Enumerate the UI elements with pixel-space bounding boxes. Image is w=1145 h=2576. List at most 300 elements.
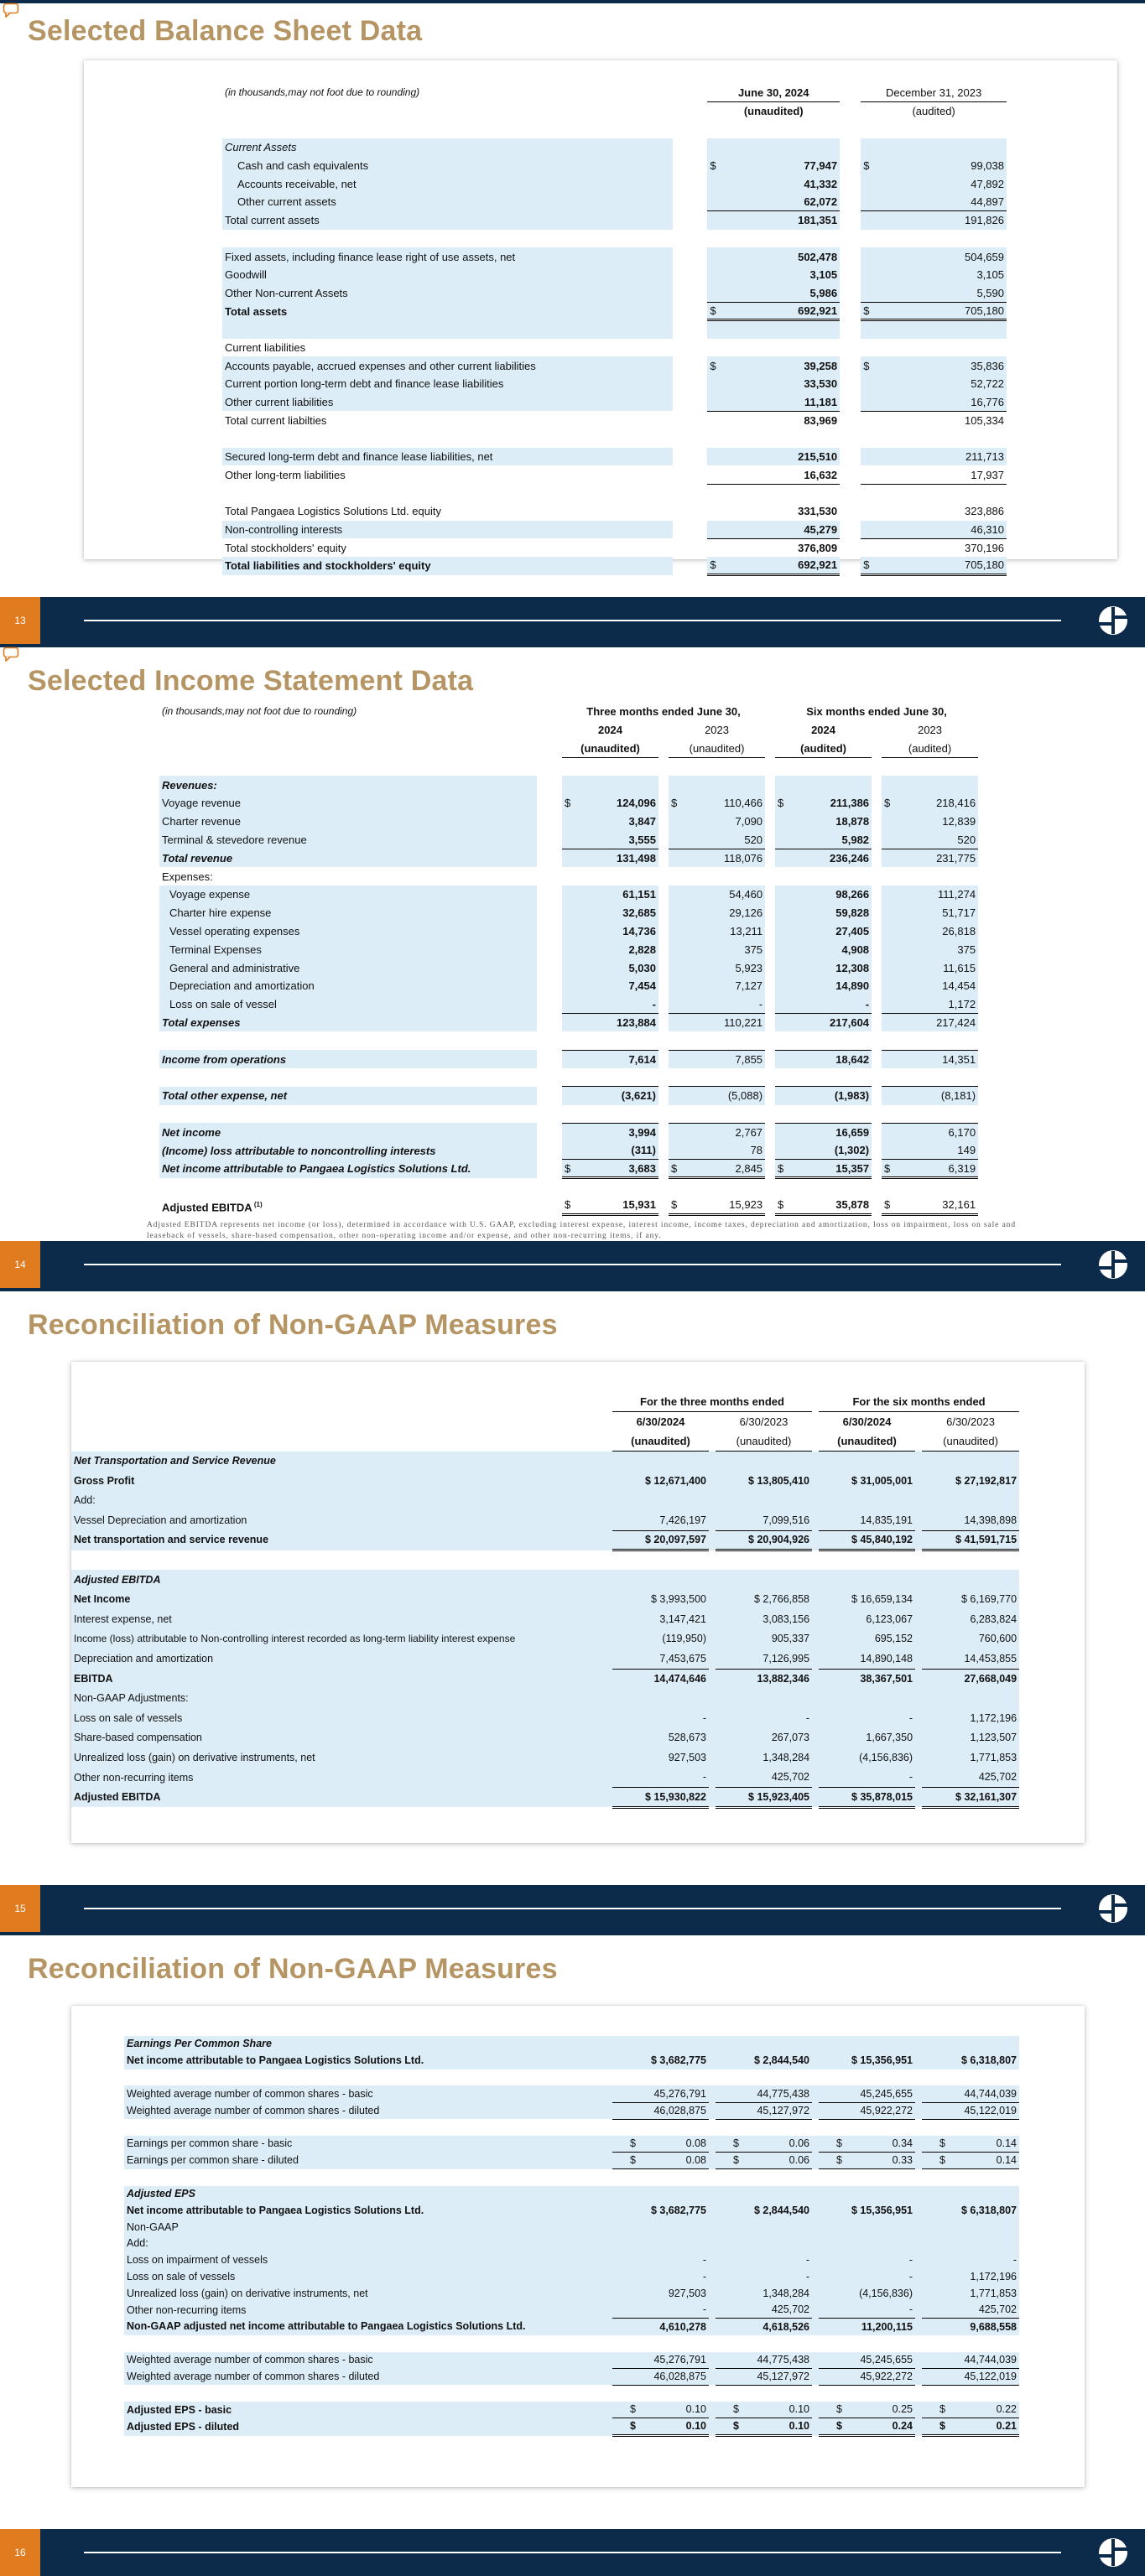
table-row xyxy=(159,1178,978,1197)
value-cell: (1,983) xyxy=(788,1087,872,1105)
column-header-date: June 30, 2024 xyxy=(707,84,840,102)
spacer xyxy=(537,1068,562,1087)
spacer xyxy=(840,120,861,138)
spacer xyxy=(709,2169,716,2186)
value-cell: (4,156,836) xyxy=(819,1748,915,1768)
value-cell: 124,096 xyxy=(575,794,658,813)
value-cell: 211,386 xyxy=(788,794,872,813)
spacer xyxy=(658,794,669,813)
value-cell: - xyxy=(716,2252,812,2269)
value-cell: 4,610,278 xyxy=(612,2319,709,2335)
spacer xyxy=(709,2269,716,2286)
spacer xyxy=(658,813,669,831)
value-cell xyxy=(575,1105,658,1124)
row-label: Interest expense, net xyxy=(71,1610,604,1630)
value-cell xyxy=(894,867,978,886)
value-cell: 217,604 xyxy=(788,1014,872,1032)
currency-symbol: $ xyxy=(707,302,726,320)
spacer xyxy=(604,1788,612,1808)
currency-symbol: $ xyxy=(939,2137,945,2150)
currency-symbol xyxy=(669,1087,681,1105)
currency-symbol xyxy=(775,1087,788,1105)
row-label: Non-controlling interests xyxy=(222,521,673,539)
spacer xyxy=(872,1068,882,1087)
spacer xyxy=(765,757,775,776)
value-cell: $ 0.08 xyxy=(612,2153,709,2169)
value-cell xyxy=(894,1105,978,1124)
spacer xyxy=(604,2252,612,2269)
spacer xyxy=(812,2402,819,2418)
value-cell: 13,882,346 xyxy=(716,1669,812,1689)
currency-symbol xyxy=(562,1123,575,1141)
spacer xyxy=(915,2036,922,2053)
spacer xyxy=(765,1031,775,1050)
currency-symbol xyxy=(882,1068,894,1087)
value-cell: $ 32,161,307 xyxy=(922,1788,1019,1808)
value-cell xyxy=(788,867,872,886)
row-label: Non-GAAP Adjustments: xyxy=(71,1689,604,1709)
spacer xyxy=(840,339,861,357)
table-row xyxy=(124,2102,1019,2119)
header-row xyxy=(71,1431,1019,1452)
spacer xyxy=(658,831,669,849)
spacer xyxy=(840,211,861,230)
row-label: Total assets xyxy=(222,302,673,320)
spacer xyxy=(812,2169,819,2186)
currency-symbol xyxy=(775,940,788,958)
page-title: Selected Balance Sheet Data xyxy=(28,15,423,47)
value-cell: 51,717 xyxy=(894,904,978,922)
spacer xyxy=(673,448,707,466)
spacer xyxy=(915,1629,922,1649)
value-cell: 425,702 xyxy=(922,1768,1019,1788)
spacer xyxy=(673,356,707,375)
currency-symbol xyxy=(707,429,726,448)
value-cell: 47,892 xyxy=(880,174,1007,193)
value-cell xyxy=(681,1068,765,1087)
value-cell: 16,632 xyxy=(726,465,840,484)
currency-symbol xyxy=(861,266,880,284)
value-cell xyxy=(681,757,765,776)
row-label: Add: xyxy=(124,2236,604,2252)
currency-symbol xyxy=(707,247,726,266)
currency-symbol xyxy=(707,339,726,357)
currency-symbol xyxy=(882,922,894,941)
spacer xyxy=(812,1649,819,1670)
currency-symbol xyxy=(775,867,788,886)
spacer xyxy=(709,1412,716,1432)
currency-symbol: $ xyxy=(669,794,681,813)
spacer xyxy=(673,502,707,521)
table-row xyxy=(159,922,978,941)
value-cell: (8,181) xyxy=(894,1087,978,1105)
row-label xyxy=(124,2070,604,2086)
value-cell: 83,969 xyxy=(804,413,838,427)
value-cell: 45,922,272 xyxy=(819,2368,915,2385)
spacer xyxy=(709,2085,716,2102)
table-row xyxy=(222,284,1007,303)
row-label: Adjusted EBITDA xyxy=(71,1788,604,1808)
spacer xyxy=(765,1014,775,1032)
value-cell: - xyxy=(819,2302,915,2319)
company-logo-icon xyxy=(1098,2537,1128,2568)
value-cell: (5,088) xyxy=(681,1087,765,1105)
table-row xyxy=(222,339,1007,357)
spacer xyxy=(840,375,861,393)
table-row xyxy=(124,2219,1019,2236)
spacer xyxy=(840,356,861,375)
spacer xyxy=(812,2202,819,2219)
spacer xyxy=(709,1649,716,1670)
spacer xyxy=(604,1590,612,1610)
value-cell: 44,775,438 xyxy=(716,2085,812,2102)
currency-symbol xyxy=(707,502,726,521)
row-label: Weighted average number of common shares - basic xyxy=(124,2352,604,2369)
value-cell: 45,279 xyxy=(726,521,840,539)
spacer xyxy=(765,794,775,813)
currency-symbol xyxy=(707,211,726,230)
currency-symbol xyxy=(562,831,575,849)
spacer xyxy=(673,138,707,157)
spacer xyxy=(872,1197,882,1215)
spacer xyxy=(840,284,861,303)
value-cell xyxy=(819,2036,915,2053)
table-row xyxy=(71,1649,1019,1670)
spacer xyxy=(709,1788,716,1808)
spacer xyxy=(872,958,882,977)
spacer xyxy=(604,1550,612,1571)
spacer xyxy=(812,1491,819,1511)
currency-symbol xyxy=(882,831,894,849)
value-cell: $ 15,930,822 xyxy=(612,1788,709,1808)
value-cell: 33,530 xyxy=(726,375,840,393)
row-label: Vessel Depreciation and amortization xyxy=(71,1511,604,1531)
value-cell: - xyxy=(681,995,765,1014)
spacer xyxy=(840,538,861,557)
column-group-header: Six months ended June 30, xyxy=(806,705,947,719)
spacer xyxy=(812,1768,819,1788)
value-cell: $ 0.06 xyxy=(716,2153,812,2169)
spacer xyxy=(840,465,861,484)
spacer xyxy=(872,813,882,831)
spacer xyxy=(658,721,669,740)
spacer xyxy=(812,2153,819,2169)
spacer xyxy=(765,740,775,758)
spacer xyxy=(872,1050,882,1068)
currency-symbol: $ xyxy=(669,1160,681,1178)
spacer xyxy=(915,2402,922,2418)
value-cell: 231,775 xyxy=(894,849,978,867)
table-row xyxy=(71,1511,1019,1531)
table-row xyxy=(222,230,1007,248)
row-label: Goodwill xyxy=(222,266,673,284)
spacer xyxy=(915,2119,922,2136)
value-cell: 2,845 xyxy=(681,1160,765,1178)
currency-symbol xyxy=(669,1014,681,1032)
spacer xyxy=(915,2269,922,2286)
value-cell: 123,884 xyxy=(575,1014,658,1032)
row-label: Voyage revenue xyxy=(159,794,537,813)
spacer xyxy=(604,1748,612,1768)
company-logo-icon xyxy=(1098,1249,1128,1280)
value-cell xyxy=(612,2186,709,2203)
value-cell xyxy=(922,2236,1019,2252)
value-cell xyxy=(819,2186,915,2203)
value-cell xyxy=(922,2070,1019,2086)
value-cell: 35,878 xyxy=(788,1197,872,1215)
table-row xyxy=(124,2136,1019,2153)
value-cell: 692,921 xyxy=(726,302,840,320)
currency-symbol: $ xyxy=(882,1160,894,1178)
value-cell xyxy=(894,776,978,794)
value-cell: 77,947 xyxy=(726,157,840,175)
row-label: Charter hire expense xyxy=(159,904,537,922)
table-row xyxy=(124,2319,1019,2335)
value-cell xyxy=(819,2335,915,2352)
value-cell: 3,083,156 xyxy=(716,1610,812,1630)
spacer xyxy=(537,1197,562,1215)
row-label: Net income xyxy=(159,1123,537,1141)
currency-symbol: $ xyxy=(939,2154,945,2167)
table-row xyxy=(124,2385,1019,2402)
comment-icon[interactable] xyxy=(3,647,19,662)
column-header-date: December 31, 2023 xyxy=(861,84,1007,102)
spacer xyxy=(604,2070,612,2086)
spacer xyxy=(709,2136,716,2153)
table-row xyxy=(159,794,978,813)
value-cell: 52,722 xyxy=(880,375,1007,393)
value-cell: (3,621) xyxy=(575,1087,658,1105)
spacer xyxy=(840,193,861,211)
spacer xyxy=(222,102,673,121)
column-header-status: (unaudited) xyxy=(743,105,804,118)
value-cell xyxy=(880,320,1007,339)
comment-icon[interactable] xyxy=(3,3,19,18)
value-cell: $ 0.33 xyxy=(819,2153,915,2169)
currency-symbol xyxy=(882,1050,894,1068)
value-cell xyxy=(726,120,840,138)
currency-symbol: $ xyxy=(836,2154,842,2167)
spacer xyxy=(604,1649,612,1670)
spacer xyxy=(709,2236,716,2252)
spacer xyxy=(673,211,707,230)
currency-symbol: $ xyxy=(861,356,880,375)
spacer xyxy=(840,138,861,157)
table-row xyxy=(124,2202,1019,2219)
value-cell xyxy=(612,2335,709,2352)
spacer xyxy=(673,84,707,102)
value-cell: 1,172,196 xyxy=(922,2269,1019,2286)
spacer xyxy=(915,2070,922,2086)
table-row xyxy=(71,1550,1019,1571)
spacer xyxy=(872,904,882,922)
spacer xyxy=(71,1431,604,1452)
spacer xyxy=(840,320,861,339)
table-row xyxy=(222,356,1007,375)
table-row xyxy=(159,813,978,831)
value-cell: $ 27,192,817 xyxy=(922,1471,1019,1491)
table-row xyxy=(159,940,978,958)
row-label: Other Non-current Assets xyxy=(222,284,673,303)
spacer xyxy=(915,1748,922,1768)
spacer xyxy=(765,1068,775,1087)
value-cell: - xyxy=(612,2252,709,2269)
currency-symbol xyxy=(775,1123,788,1141)
spacer xyxy=(812,2053,819,2070)
spacer xyxy=(812,1530,819,1550)
value-cell xyxy=(819,1689,915,1709)
value-cell: 110,466 xyxy=(681,794,765,813)
spacer xyxy=(537,1050,562,1068)
spacer xyxy=(537,740,562,758)
row-label: Charter revenue xyxy=(159,813,537,831)
table-row xyxy=(159,1014,978,1032)
spacer xyxy=(812,1709,819,1729)
value-cell xyxy=(726,339,840,357)
table-row xyxy=(159,886,978,904)
currency-symbol xyxy=(775,1178,788,1197)
row-label: Accounts receivable, net xyxy=(222,174,673,193)
table-row xyxy=(124,2335,1019,2352)
spacer xyxy=(812,1590,819,1610)
currency-symbol xyxy=(882,977,894,995)
value-cell: 211,713 xyxy=(880,448,1007,466)
table-row xyxy=(124,2302,1019,2319)
spacer xyxy=(840,302,861,320)
spacer xyxy=(537,794,562,813)
spacer xyxy=(915,1431,922,1452)
value-cell: 110,221 xyxy=(681,1014,765,1032)
row-label: Other long-term liabilities xyxy=(225,468,346,481)
value-cell: - xyxy=(716,2269,812,2286)
currency-symbol xyxy=(669,886,681,904)
column-group-header: For the six months ended xyxy=(819,1392,1019,1412)
spacer xyxy=(709,2119,716,2136)
table-row xyxy=(159,1105,978,1124)
table-row xyxy=(71,1570,1019,1590)
table-row xyxy=(222,266,1007,284)
value-cell: 35,836 xyxy=(880,356,1007,375)
value-cell: 927,503 xyxy=(612,2285,709,2302)
spacer xyxy=(812,2219,819,2236)
currency-symbol xyxy=(861,320,880,339)
spacer xyxy=(537,831,562,849)
value-cell xyxy=(716,2335,812,2352)
spacer xyxy=(604,2335,612,2352)
value-cell xyxy=(880,230,1007,248)
currency-symbol xyxy=(775,904,788,922)
spacer xyxy=(840,84,861,102)
currency-symbol xyxy=(669,995,681,1014)
value-cell: $ 45,840,192 xyxy=(819,1530,915,1550)
currency-symbol xyxy=(669,1050,681,1068)
spacer xyxy=(709,2053,716,2070)
currency-symbol xyxy=(861,230,880,248)
spacer xyxy=(604,2119,612,2136)
value-cell: - xyxy=(788,995,872,1014)
currency-symbol xyxy=(562,776,575,794)
value-cell: 27,405 xyxy=(788,922,872,941)
value-cell: $ 2,844,540 xyxy=(716,2053,812,2070)
value-cell xyxy=(716,2070,812,2086)
row-label: Total liabilities and stockholders' equity xyxy=(222,557,673,575)
value-cell: - xyxy=(612,1709,709,1729)
row-label: Current Assets xyxy=(222,138,673,157)
currency-symbol xyxy=(707,521,726,539)
row-label: Adjusted EPS - diluted xyxy=(124,2418,604,2436)
value-cell xyxy=(612,1550,709,1571)
value-cell xyxy=(612,1689,709,1709)
header-row xyxy=(222,102,1007,121)
currency-symbol xyxy=(775,813,788,831)
row-label xyxy=(124,2169,604,2186)
row-label: Other current assets xyxy=(222,193,673,211)
value-cell: 14,736 xyxy=(575,922,658,941)
value-cell: 62,072 xyxy=(726,193,840,211)
value-cell: $ 41,591,715 xyxy=(922,1530,1019,1550)
value-cell: 3,847 xyxy=(575,813,658,831)
currency-symbol xyxy=(562,1014,575,1032)
row-label: Terminal & stevedore revenue xyxy=(159,831,537,849)
spacer xyxy=(673,174,707,193)
value-cell xyxy=(819,2236,915,2252)
value-cell: 39,258 xyxy=(726,356,840,375)
spacer xyxy=(604,1431,612,1452)
value-cell: 59,828 xyxy=(788,904,872,922)
row-label: (Income) loss attributable to noncontrolling interests xyxy=(159,1141,537,1160)
spacer xyxy=(673,465,707,484)
spacer xyxy=(915,1590,922,1610)
spacer xyxy=(812,1570,819,1590)
value-cell xyxy=(788,1105,872,1124)
value-cell: 5,982 xyxy=(788,831,872,849)
value-cell: 236,246 xyxy=(788,849,872,867)
currency-symbol: $ xyxy=(733,2420,739,2433)
spacer xyxy=(872,1178,882,1197)
spacer xyxy=(872,776,882,794)
row-label: Terminal Expenses xyxy=(159,940,537,958)
page-number: 16 xyxy=(0,2529,40,2576)
value-cell: 520 xyxy=(681,831,765,849)
spacer xyxy=(812,2102,819,2119)
table-row xyxy=(71,1530,1019,1550)
currency-symbol xyxy=(861,211,880,230)
row-label: Other current liabilities xyxy=(222,393,673,412)
page-number: 13 xyxy=(0,597,40,644)
currency-symbol xyxy=(562,1031,575,1050)
spacer xyxy=(765,940,775,958)
spacer xyxy=(915,1412,922,1432)
currency-symbol: $ xyxy=(669,1197,681,1215)
spacer xyxy=(604,1728,612,1748)
currency-symbol xyxy=(775,1031,788,1050)
header-row xyxy=(71,1412,1019,1432)
table-row xyxy=(222,557,1007,575)
row-label: Non-GAAP adjusted net income attributable to Pangaea Logistics Solutions Ltd. xyxy=(124,2319,604,2335)
value-cell: 528,673 xyxy=(612,1728,709,1748)
spacer xyxy=(840,484,861,502)
table-row xyxy=(71,1709,1019,1729)
currency-symbol xyxy=(562,1141,575,1160)
spacer xyxy=(604,2186,612,2203)
value-cell: 3,105 xyxy=(880,266,1007,284)
currency-symbol xyxy=(669,1141,681,1160)
spacer xyxy=(709,1768,716,1788)
currency-symbol xyxy=(562,1178,575,1197)
row-label: Weighted average number of common shares - diluted xyxy=(124,2368,604,2385)
table-row xyxy=(71,1669,1019,1689)
spacer xyxy=(812,2269,819,2286)
